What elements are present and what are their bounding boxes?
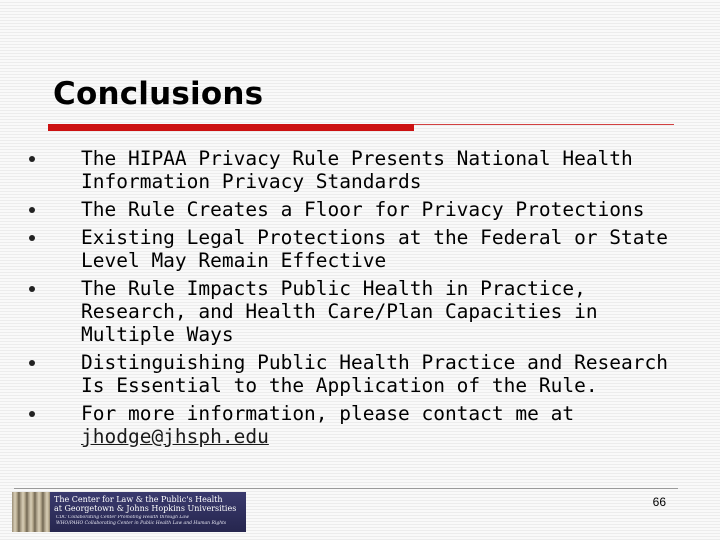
bullet-text: The HIPAA Privacy Rule Presents National Health Information Privacy Standards (81, 147, 633, 193)
bullet-item-contact (29, 402, 679, 448)
bullet-dot-icon (29, 286, 35, 292)
center-logo (12, 492, 246, 532)
email-link[interactable]: jhodge@jhsph.edu (81, 425, 269, 448)
bullet-dot-icon (29, 156, 35, 162)
slide-title: Conclusions (53, 76, 264, 112)
pillars-image (12, 492, 50, 532)
bullet-text: The Rule Impacts Public Health in Practice, Research, and Health Care/Plan Capacities in Multiple Ways (81, 277, 598, 346)
logo-line-1: The Center for Law & the Public's Health (54, 495, 223, 504)
logo-line-3: CDC Collaborating Center Promoting Health through Law (56, 515, 189, 520)
logo-subtitle (56, 515, 244, 527)
bullet-text: Distinguishing Public Health Practice and Research Is Essential to the Application of the Rule. (81, 351, 668, 397)
bullet-text: The Rule Creates a Floor for Privacy Protections (81, 198, 645, 221)
title-underline-bar (48, 124, 414, 131)
page-number: 66 (652, 495, 666, 509)
bullet-dot-icon (29, 360, 35, 366)
footer-divider (14, 488, 678, 489)
bullet-item (29, 198, 679, 221)
bullet-item (29, 226, 679, 272)
bullet-item (29, 351, 679, 397)
bullet-item (29, 147, 679, 193)
bullet-dot-icon (29, 235, 35, 241)
title-underline-line (414, 124, 674, 125)
logo-title (54, 495, 244, 513)
bullet-item (29, 277, 679, 346)
logo-line-4: WHO/PAHO Collaborating Center in Public Health Law and Human Rights (56, 521, 227, 526)
bullet-text: Existing Legal Protections at the Federal or State Level May Remain Effective (81, 226, 668, 272)
bullet-dot-icon (29, 411, 35, 417)
logo-line-2: at Georgetown & Johns Hopkins Universities (54, 504, 237, 513)
contact-text: For more information, please contact me at (81, 402, 575, 425)
bullet-dot-icon (29, 207, 35, 213)
bullet-list (29, 147, 679, 453)
